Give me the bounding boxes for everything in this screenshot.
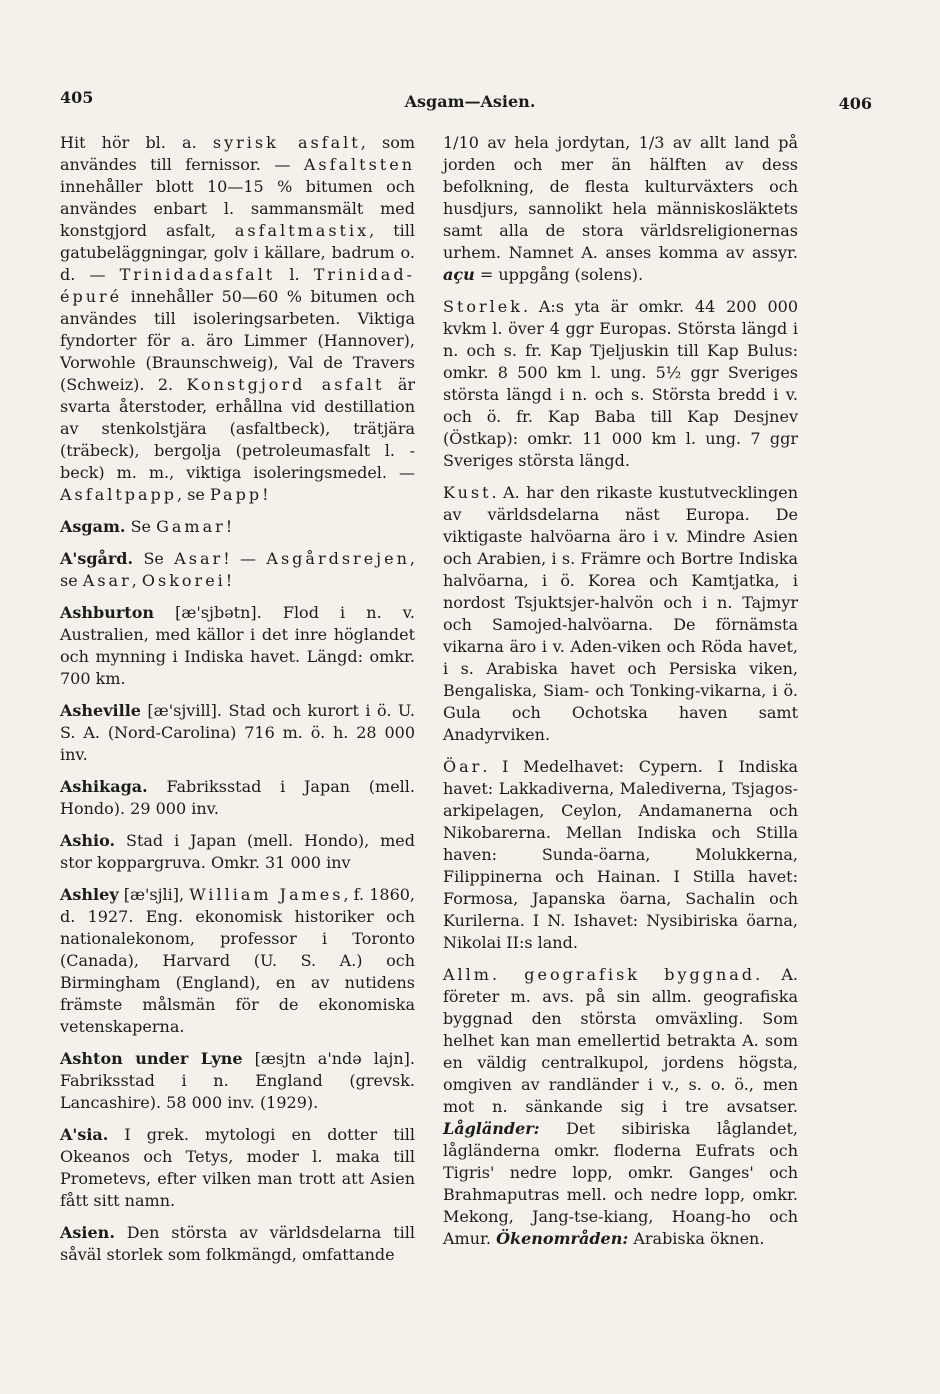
- paragraph: [60, 884, 415, 1038]
- running-title: Asgam—Asien.: [404, 92, 536, 111]
- text-segment: syrisk asfalt: [212, 133, 361, 152]
- paragraph: [60, 700, 415, 766]
- text-segment: Allm. geografisk byggnad: [443, 965, 756, 984]
- text-segment: I grek. mytologi en dotter till Okeanos och Tetys, moder l. maka till Prometevs, efter vilken man trott att Asien fått sitt namn.: [60, 1125, 415, 1210]
- text-segment: Stad i Japan (mell. Hondo), med stor koppargruva. Omkr. 31 000 inv: [60, 831, 415, 872]
- paragraph: [443, 132, 798, 286]
- text-segment: Asar: [82, 571, 132, 590]
- text-segment: Konstgjord asfalt: [186, 375, 385, 394]
- text-segment: ! —: [223, 549, 267, 568]
- text-segment: [æ'sjli],: [118, 885, 190, 904]
- text-segment: !: [262, 485, 269, 504]
- text-segment: Asfaltpapp: [60, 485, 178, 504]
- text-segment: . A:s yta är omkr. 44 200 000 kvkm l. över 4 ggr Europas. Största längd i n. och s. fr. Kap Tjeljuskin till Kap Bulus: omkr. 8 500 km l. ung. 5½ ggr Sveriges största längd i n. och s. Största bredd i v. och ö. fr. Kap Baba till Kap Desjnev (Östkap): omkr. 11 000 km l. ung. 7 ggr Sveriges största längd.: [443, 297, 798, 470]
- right-column: [443, 132, 798, 1260]
- entry-headword: Asheville: [60, 701, 141, 720]
- text-segment: Lågländer:: [443, 1119, 540, 1138]
- entry-headword: A'sgård.: [60, 549, 134, 568]
- paragraph: [60, 1222, 415, 1266]
- text-segment: Hit hör bl. a.: [60, 133, 213, 152]
- text-segment: , se: [60, 549, 415, 590]
- text-segment: . I Medelhavet: Cypern. I Indiska havet: Lakkadiverna, Malediverna, Tsjagos-arkipelagen, Ceylon, Andamanerna och Nikobarerna. Mellan Indiska och Stilla haven: Sunda-öarna, Molukkerna, Filippinerna och Hainan. I Stilla havet: Formosa, Japanska öarna, Sachalin och Kurilerna. I N. Ishavet: Nysibiriska öarna, Nikolai II:s land.: [443, 757, 798, 952]
- paragraph: [60, 1124, 415, 1212]
- paragraph: [443, 756, 798, 954]
- text-segment: Trinidadasfalt: [119, 265, 276, 284]
- text-segment: Arabiska öknen.: [628, 1229, 765, 1248]
- left-column: [60, 132, 415, 1276]
- text-segment: Asar: [174, 549, 224, 568]
- text-segment: = uppgång (solens).: [474, 265, 644, 284]
- text-segment: Öar: [443, 757, 483, 776]
- text-segment: Asfaltsten: [303, 155, 415, 174]
- paragraph: [60, 548, 415, 592]
- entry-headword: Ashburton: [60, 603, 154, 622]
- text-segment: Det sibiriska låglandet, lågländerna omkr. floderna Eufrats och Tigris' nedre lopp, omkr. Ganges' och Brahmaputras mell. och nedre lopp, omkr. Mekong, Jang-tse-kiang, Hoang-ho och Amur.: [443, 1119, 798, 1248]
- entry-headword: Ashton under Lyne: [60, 1049, 243, 1068]
- paragraph: [60, 830, 415, 874]
- text-segment: [æsjtn a'ndə lajn]. Fabriksstad i n. England (grevsk. Lancashire). 58 000 inv. (1929).: [60, 1049, 415, 1112]
- text-segment: !: [225, 571, 233, 590]
- entry-headword: Asien.: [60, 1223, 115, 1242]
- paragraph: [60, 132, 415, 506]
- entry-headword: Ashley: [60, 885, 119, 904]
- text-segment: Oskorei: [141, 571, 226, 590]
- page-number-right: 406: [838, 94, 872, 113]
- text-segment: Papp: [209, 485, 263, 504]
- entry-headword: Asgam.: [60, 517, 126, 536]
- text-segment: innehåller 50—60 % bitumen och användes till isoleringsarbeten. Viktiga fyndorter för a. äro Limmer (Hannover), Vorwohle (Braunschweig), Val de Travers (Schweiz). 2.: [60, 287, 415, 394]
- text-segment: Se: [133, 549, 175, 568]
- text-segment: , till gatubeläggningar, golv i källare, badrum o. d. —: [60, 221, 416, 284]
- paragraph: [60, 776, 415, 820]
- text-segment: açu: [443, 265, 475, 284]
- text-segment: Fabriksstad i Japan (mell. Hondo). 29 000 inv.: [60, 777, 415, 818]
- text-segment: ,: [131, 571, 142, 590]
- paragraph: [443, 296, 798, 472]
- text-segment: Asgårdsrejen: [266, 549, 410, 568]
- entry-headword: Ashikaga.: [60, 777, 148, 796]
- text-segment: Ökenområden:: [496, 1229, 629, 1248]
- text-segment: . A. har den rikaste kustutvecklingen av världsdelarna näst Europa. De viktigaste halvöarna äro i v. Mindre Asien och Arabien, i s. Främre och Bortre Indiska halvöarna, i ö. Korea och Kamtjatka, i nordost Tsjuktsjer-halvön och i n. Tajmyr och Samojed-halvöarna. De förnämsta vikarna äro i v. Aden-viken och Röda havet, i s. Arabiska havet och Persiska viken, Bengaliska, Siam- och Tonking-vikarna, i ö. Gula och Ochotska haven samt Anadyrviken.: [443, 483, 798, 744]
- text-segment: Gamar: [156, 517, 226, 536]
- entry-headword: Ashio.: [60, 831, 116, 850]
- text-segment: . A. företer m. avs. på sin allm. geografiska byggnad den största omväxling. Som helhet kan man emellertid betrakta A. som en väldig centralkupol, jordens högsta, omgiven av randländer i v., s. o. ö., men mot n. sänkande sig i tre avsatser.: [443, 965, 799, 1116]
- text-segment: [æ'sjvill]. Stad och kurort i ö. U. S. A. (Nord-Carolina) 716 m. ö. h. 28 000 inv.: [60, 701, 415, 764]
- text-segment: Den största av världsdelarna till såväl storlek som folkmängd, omfattande: [60, 1223, 415, 1264]
- paragraph: [443, 964, 798, 1250]
- paragraph: [60, 1048, 415, 1114]
- text-segment: Se: [125, 517, 157, 536]
- text-segment: innehåller blott 10—15 % bitumen och användes enbart l. sammansmält med konstgjord asfalt,: [60, 177, 415, 240]
- text-segment: , se: [177, 485, 210, 504]
- paragraph: [60, 516, 415, 538]
- text-segment: [æ'sjbətn]. Flod i n. v. Australien, med källor i det inre höglandet och mynning i Indiska havet. Längd: omkr. 700 km.: [60, 603, 415, 688]
- text-segment: , som användes till fernissor. —: [60, 133, 416, 174]
- text-segment: , f. 1860, d. 1927. Eng. ekonomisk historiker och nationalekonom, professor i Toronto (Canada), Harvard (U. S. A.) och Birmingham (England), en av nutidens främste målsmän för de ekonomiska vetenskaperna.: [60, 885, 416, 1036]
- page-number-left: 405: [60, 88, 94, 107]
- paragraph: [443, 482, 798, 746]
- text-segment: Kust: [443, 483, 492, 502]
- text-segment: 1/10 av hela jordytan, 1/3 av allt land på jorden och mer än hälften av dess befolkning, de flesta kulturväxters och husdjurs, sannolikt hela människosläktets samt alla de stora världsreligionernas urhem. Namnet A. anses komma av assyr.: [443, 133, 798, 262]
- paragraph: [60, 602, 415, 690]
- text-segment: Trinidad-épuré: [60, 265, 415, 306]
- text-segment: Storlek: [443, 297, 523, 316]
- text-segment: !: [225, 517, 233, 536]
- text-segment: är svarta återstoder, erhållna vid destillation av stenkolstjära (asfaltbeck), trätjära (träbeck), bergolja (petroleumasfalt l. -beck) m. m., viktiga isoleringsmedel. —: [60, 375, 415, 482]
- text-segment: l.: [275, 265, 314, 284]
- entry-headword: A'sia.: [60, 1125, 109, 1144]
- text-segment: William James: [189, 885, 344, 904]
- text-segment: asfaltmastix: [234, 221, 370, 240]
